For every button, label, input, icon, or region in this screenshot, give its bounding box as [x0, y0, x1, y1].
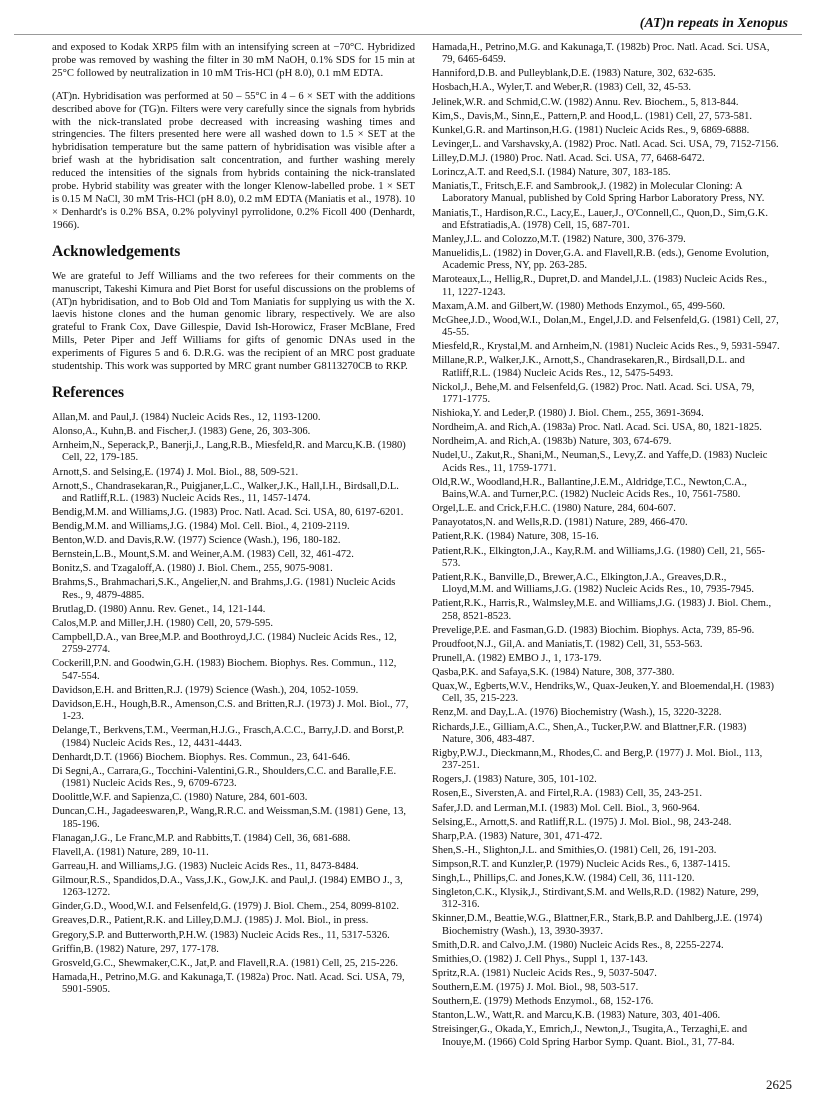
reference-item: Hamada,H., Petrino,M.G. and Kakunaga,T. (1982a) Proc. Natl. Acad. Sci. USA, 79, 5901-5905.	[52, 971, 405, 996]
reference-item: Alonso,A., Kuhn,B. and Fischer,J. (1983) Gene, 26, 303-306.	[52, 426, 311, 438]
reference-item: Flavell,A. (1981) Nature, 289, 10-11.	[52, 846, 209, 858]
reference-item: Proudfoot,N.J., Gil,A. and Maniatis,T. (1982) Cell, 31, 553-563.	[432, 638, 703, 650]
reference-item: Qasba,P.K. and Safaya,S.K. (1984) Nature, 308, 377-380.	[432, 666, 675, 678]
reference-item: Singh,L., Phillips,C. and Jones,K.W. (1984) Cell, 36, 111-120.	[432, 872, 695, 884]
reference-item: Davidson,E.H. and Britten,R.J. (1979) Science (Wash.), 204, 1052-1059.	[52, 684, 359, 696]
reference-item: Di Segni,A., Carrara,G., Tocchini-Valentini,G.R., Shoulders,C.C. and Baralle,F.E. (1981) Nucleic Acids Res., 9, 6709-6723.	[52, 765, 397, 790]
reference-item: Prunell,A. (1982) EMBO J., 1, 173-179.	[432, 652, 602, 664]
reference-item: Patient,R.K., Banville,D., Brewer,A.C., Elkington,J.A., Greaves,D.R., Lloyd,M.M. and Williams,J.G. (1982) Nucleic Acids Res., 10, 7935-7945.	[432, 571, 755, 596]
reference-item: Rosen,E., Siversten,A. and Firtel,R.A. (1983) Cell, 35, 243-251.	[432, 788, 703, 800]
references-heading: References	[52, 383, 125, 401]
reference-item: Richards,J.E., Gilliam,A.C., Shen,A., Tucker,P.W. and Blattner,F.R. (1983) Nature, 306, 483-487.	[432, 721, 747, 745]
reference-item: Hanniford,D.B. and Pulleyblank,D.E. (1983) Nature, 302, 632-635.	[432, 68, 716, 80]
reference-item: Old,R.W., Woodland,H.R., Ballantine,J.E.M., Aldridge,T.C., Newton,C.A., Bains,W.A. and Turner,P.C. (1982) Nucleic Acids Res., 10, 7561-7580.	[432, 476, 747, 501]
reference-item: Nudel,U., Zakut,R., Shani,M., Neuman,S., Levy,Z. and Yaffe,D. (1983) Nucleic Acids Res., 11, 1759-1771.	[432, 450, 768, 474]
acknowledgements-text: We are grateful to Jeff Williams and the two referees for their comments on the manuscript, Takeshi Kimura and Piet Borst for useful discussions on the problems of (AT)n hybridisation, and to Bob Old and Tom Maniatis for supplying us with the X. laevis histone clones and the human genomic library, respectively. We are also grateful to Frank Cox, Dave Gillespie, David Ish-Horowicz, Fraser McBlane, Fred Mills, Peter Piper and Jeff Williams for gifts of genomic DNAs used in the experiments of Figures 5 and 6. D.R.G. was the recipient of an MRC post graduate studentship. This work was supported by MRC grant number G8113270CB to RKP.	[52, 270, 415, 373]
reference-item: Denhardt,D.T. (1966) Biochem. Biophys. Res. Commun., 23, 641-646.	[52, 751, 351, 763]
page-number: 2625	[766, 1077, 792, 1092]
reference-item: Greaves,D.R., Patient,R.K. and Lilley,D.M.J. (1985) J. Mol. Biol., in press.	[52, 915, 369, 927]
reference-item: Kunkel,G.R. and Martinson,H.G. (1981) Nucleic Acids Res., 9, 6869-6888.	[432, 124, 750, 136]
reference-item: Streisinger,G., Okada,Y., Emrich,J., Newton,J., Tsugita,A., Terzaghi,E. and Inouye,M. (1966) Cold Spring Harbor Symp. Quant. Biol., 31, 77-84.	[432, 1024, 748, 1048]
reference-item: Manuelidis,L. (1982) in Dover,G.A. and Flavell,R.B. (eds.), Genome Evolution, Academic Press, NY, pp. 263-285.	[432, 248, 769, 272]
reference-item: Smith,D.R. and Calvo,J.M. (1980) Nucleic Acids Res., 8, 2255-2274.	[432, 939, 724, 951]
reference-item: Doolittle,W.F. and Sapienza,C. (1980) Nature, 284, 601-603.	[52, 792, 308, 804]
references-list-left	[52, 412, 415, 996]
references-list-right	[432, 42, 780, 1049]
reference-item: Southern,E.M. (1975) J. Mol. Biol., 98, 503-517.	[432, 982, 639, 994]
reference-item: Arnott,S. and Selsing,E. (1974) J. Mol. Biol., 88, 509-521.	[52, 466, 299, 478]
reference-item: Kim,S., Davis,M., Sinn,E., Pattern,P. and Hood,L. (1981) Cell, 27, 573-581.	[432, 110, 752, 122]
reference-item: Calos,M.P. and Miller,J.H. (1980) Cell, 20, 579-595.	[52, 617, 273, 629]
reference-item: Cockerill,P.N. and Goodwin,G.H. (1983) Biochem. Biophys. Res. Commun., 112, 547-554.	[52, 658, 397, 682]
reference-item: Safer,J.D. and Lerman,M.I. (1983) Mol. Cell. Biol., 3, 960-964.	[432, 802, 700, 814]
reference-item: Davidson,E.H., Hough,B.R., Amenson,C.S. and Britten,R.J. (1973) J. Mol. Biol., 77, 1-23.	[52, 698, 409, 723]
reference-item: Maniatis,T., Hardison,R.C., Lacy,E., Lauer,J., O'Connell,C., Quon,D., Sim,G.K. and Efstratiadis,A. (1978) Cell, 15, 687-701.	[432, 207, 768, 231]
reference-item: Campbell,D.A., van Bree,M.P. and Boothroyd,J.C. (1984) Nucleic Acids Res., 12, 2759-2774.	[52, 632, 397, 656]
reference-item: Nickol,J., Behe,M. and Felsenfeld,G. (1982) Proc. Natl. Acad. Sci. USA, 79, 1771-1775.	[432, 381, 755, 406]
reference-item: Patient,R.K., Harris,R., Walmsley,M.E. and Williams,J.G. (1983) J. Biol. Chem., 258, 8521-8523.	[432, 598, 772, 622]
reference-item: Delange,T., Berkvens,T.M., Veerman,H.J.G., Frasch,A.C.C., Barry,J.D. and Borst,P. (1984) Nucleic Acids Res., 12, 4431-4443.	[52, 725, 405, 749]
reference-item: Nishioka,Y. and Leder,P. (1980) J. Biol. Chem., 255, 3691-3694.	[432, 408, 704, 420]
reference-item: Patient,R.K. (1984) Nature, 308, 15-16.	[432, 531, 599, 543]
reference-item: Griffin,B. (1982) Nature, 297, 177-178.	[52, 943, 219, 955]
reference-item: Prevelige,P.E. and Fasman,G.D. (1983) Biochim. Biophys. Acta, 739, 85-96.	[432, 624, 755, 636]
reference-item: Skinner,D.M., Beattie,W.G., Blattner,F.R., Stark,B.P. and Dahlberg,J.E. (1974) Biochemistry (Wash.), 13, 3930-3937.	[432, 913, 763, 937]
reference-item: Quax,W., Egberts,W.V., Hendriks,W., Quax-Jeuken,Y. and Bloemendal,H. (1983) Cell, 35, 215-223.	[432, 681, 774, 705]
reference-item: Gregory,S.P. and Butterworth,P.H.W. (1983) Nucleic Acids Res., 11, 5317-5326.	[52, 929, 390, 941]
reference-item: Selsing,E., Arnott,S. and Ratliff,R.L. (1975) J. Mol. Biol., 98, 243-248.	[432, 816, 732, 828]
reference-item: Ginder,G.D., Wood,W.I. and Felsenfeld,G. (1979) J. Biol. Chem., 254, 8099-8102.	[52, 901, 399, 913]
reference-item: Hosbach,H.A., Wyler,T. and Weber,R. (1983) Cell, 32, 45-53.	[432, 82, 691, 94]
reference-item: Maxam,A.M. and Gilbert,W. (1980) Methods Enzymol., 65, 499-560.	[432, 300, 725, 312]
reference-item: Nordheim,A. and Rich,A. (1983b) Nature, 303, 674-679.	[432, 436, 672, 448]
running-title: (AT)n repeats in Xenopus	[639, 16, 788, 31]
reference-item: Garreau,H. and Williams,J.G. (1983) Nucleic Acids Res., 11, 8473-8484.	[52, 860, 359, 872]
acknowledgements-heading: Acknowledgements	[52, 242, 181, 260]
reference-item: Gilmour,R.S., Spandidos,D.A., Vass,J.K., Gow,J.K. and Paul,J. (1984) EMBO J., 3, 1263-1272.	[52, 874, 403, 899]
reference-item: Brutlag,D. (1980) Annu. Rev. Genet., 14, 121-144.	[52, 603, 266, 615]
reference-item: Miesfeld,R., Krystal,M. and Arnheim,N. (1981) Nucleic Acids Res., 9, 5931-5947.	[432, 341, 780, 353]
reference-item: Flanagan,J.G., Le Franc,M.P. and Rabbitts,T. (1984) Cell, 36, 681-688.	[52, 832, 351, 844]
reference-item: Maroteaux,L., Hellig,R., Dupret,D. and Mandel,J.L. (1983) Nucleic Acids Res., 11, 1227-1243.	[432, 274, 768, 298]
reference-item: Allan,M. and Paul,J. (1984) Nucleic Acids Res., 12, 1193-1200.	[52, 411, 321, 423]
header-rule	[14, 34, 802, 35]
body-paragraph: and exposed to Kodak XRP5 film with an intensifying screen at −70°C. Hybridized probe was removed by washing the filter in 30 mM NaOH, 0.1% SDS for 15 min at 25°C followed by neutralization in 10 mM Tris-HCl (pH 8.0), 0.1 mM EDTA.	[52, 42, 415, 79]
reference-item: Jelinek,W.R. and Schmid,C.W. (1982) Annu. Rev. Biochem., 5, 813-844.	[432, 96, 739, 108]
reference-item: Simpson,R.T. and Kunzler,P. (1979) Nucleic Acids Res., 6, 1387-1415.	[432, 858, 731, 870]
reference-item: Rigby,P.W.J., Dieckmann,M., Rhodes,C. and Berg,P. (1977) J. Mol. Biol., 113, 237-251.	[432, 747, 763, 772]
reference-item: Lorincz,A.T. and Reed,S.I. (1984) Nature, 307, 183-185.	[432, 167, 671, 179]
reference-item: Renz,M. and Day,L.A. (1976) Biochemistry (Wash.), 15, 3220-3228.	[432, 707, 722, 719]
reference-item: Hamada,H., Petrino,M.G. and Kakunaga,T. (1982b) Proc. Natl. Acad. Sci. USA, 79, 6465-6459.	[432, 42, 770, 66]
reference-item: Orgel,L.E. and Crick,F.H.C. (1980) Nature, 284, 604-607.	[432, 503, 676, 515]
reference-item: Smithies,O. (1982) J. Cell Phys., Suppl 1, 137-143.	[432, 953, 648, 965]
reference-item: Bonitz,S. and Tzagaloff,A. (1980) J. Biol. Chem., 255, 9075-9081.	[52, 563, 333, 575]
reference-item: Panayotatos,N. and Wells,R.D. (1981) Nature, 289, 466-470.	[432, 517, 688, 529]
reference-item: McGhee,J.D., Wood,W.I., Dolan,M., Engel,J.D. and Felsenfeld,G. (1981) Cell, 27, 45-55.	[432, 314, 779, 339]
reference-item: Arnott,S., Chandrasekaran,R., Puigjaner,L.C., Walker,J.K., Hall,I.H., Birdsall,D.L. and Ratliff,R.L. (1983) Nucleic Acids Res., 11, 1457-1474.	[52, 480, 399, 504]
reference-item: Benton,W.D. and Davis,R.W. (1977) Science (Wash.), 196, 180-182.	[52, 535, 341, 547]
left-column	[52, 42, 415, 998]
reference-item: Bendig,M.M. and Williams,J.G. (1984) Mol. Cell. Biol., 4, 2109-2119.	[52, 521, 350, 533]
reference-item: Bernstein,L.B., Mount,S.M. and Weiner,A.M. (1983) Cell, 32, 461-472.	[52, 549, 354, 561]
reference-item: Millane,R.P., Walker,J.K., Arnott,S., Chandrasekaren,R., Birdsall,D.L. and Ratliff,R.L. (1984) Nucleic Acids Res., 12, 5475-5493.	[432, 355, 745, 379]
reference-item: Manley,J.L. and Colozzo,M.T. (1982) Nature, 300, 376-379.	[432, 233, 686, 245]
reference-item: Levinger,L. and Varshavsky,A. (1982) Proc. Natl. Acad. Sci. USA, 79, 7152-7156.	[432, 138, 779, 150]
reference-item: Shen,S.-H., Slighton,J.L. and Smithies,O. (1981) Cell, 26, 191-203.	[432, 844, 717, 856]
reference-item: Sharp,P.A. (1983) Nature, 301, 471-472.	[432, 830, 603, 842]
reference-item: Patient,R.K., Elkington,J.A., Kay,R.M. and Williams,J.G. (1980) Cell, 21, 565-573.	[432, 545, 765, 569]
reference-item: Maniatis,T., Fritsch,E.F. and Sambrook,J. (1982) in Molecular Cloning: A Laboratory Manual, published by Cold Spring Harbor Laboratory Press, NY.	[432, 181, 765, 205]
reference-item: Singleton,C.K., Klysik,J., Stirdivant,S.M. and Wells,R.D. (1982) Nature, 299, 312-316.	[432, 887, 759, 911]
reference-item: Stanton,L.W., Watt,R. and Marcu,K.B. (1983) Nature, 303, 401-406.	[432, 1010, 721, 1022]
reference-item: Rogers,J. (1983) Nature, 305, 101-102.	[432, 774, 597, 786]
reference-item: Nordheim,A. and Rich,A. (1983a) Proc. Natl. Acad. Sci. USA, 80, 1821-1825.	[432, 422, 762, 434]
reference-item: Arnheim,N., Seperack,P., Banerji,J., Lang,R.B., Miesfeld,R. and Marcu,K.B. (1980) Cell, 22, 179-185.	[52, 440, 406, 464]
body-paragraph: (AT)n. Hybridisation was performed at 50 – 55°C in 4 – 6 × SET with the additions described above for (TG)n. Filters were very carefully since the signals from hybrids with the nick-translated probe decreased with increasing washing times and stringencies. The filters presented here were all washed down to 1.5 × SET at the hybridisation temperature but the same pattern of hybridisation was visible after a brief wash at the hybridisation salt concentration, and further washing merely reduced the intensities of the signals from hybrids containing the nick-translated probe. Hybrid stability was greater with the longer Klenow-labelled probe. 1 × SET is 0.15 M NaCl, 30 mM Tris-HCl (pH 8.0), 0.2 mM EDTA (Maniatis et al., 1978). 10 × Denhardt's is 0.2% BSA, 0.2% polyvinyl pyrrolidone, 0.2% Ficoll 400 (Denhardt, 1966).	[52, 90, 415, 231]
reference-item: Brahms,S., Brahmachari,S.K., Angelier,N. and Brahms,J.G. (1981) Nucleic Acids Res., 9, 4879-4885.	[52, 577, 396, 601]
reference-item: Southern,E. (1979) Methods Enzymol., 68, 152-176.	[432, 996, 654, 1008]
reference-item: Duncan,C.H., Jagadeeswaren,P., Wang,R.R.C. and Weissman,S.M. (1981) Gene, 13, 185-196.	[52, 806, 406, 830]
reference-item: Bendig,M.M. and Williams,J.G. (1983) Proc. Natl. Acad. Sci. USA, 80, 6197-6201.	[52, 507, 404, 518]
reference-item: Lilley,D.M.J. (1980) Proc. Natl. Acad. Sci. USA, 77, 6468-6472.	[432, 152, 705, 164]
reference-item: Grosveld,G.C., Shewmaker,C.K., Jat,P. and Flavell,R.A. (1981) Cell, 25, 215-226.	[52, 957, 399, 969]
reference-item: Spritz,R.A. (1981) Nucleic Acids Res., 9, 5037-5047.	[432, 968, 657, 980]
right-column	[432, 42, 780, 1051]
